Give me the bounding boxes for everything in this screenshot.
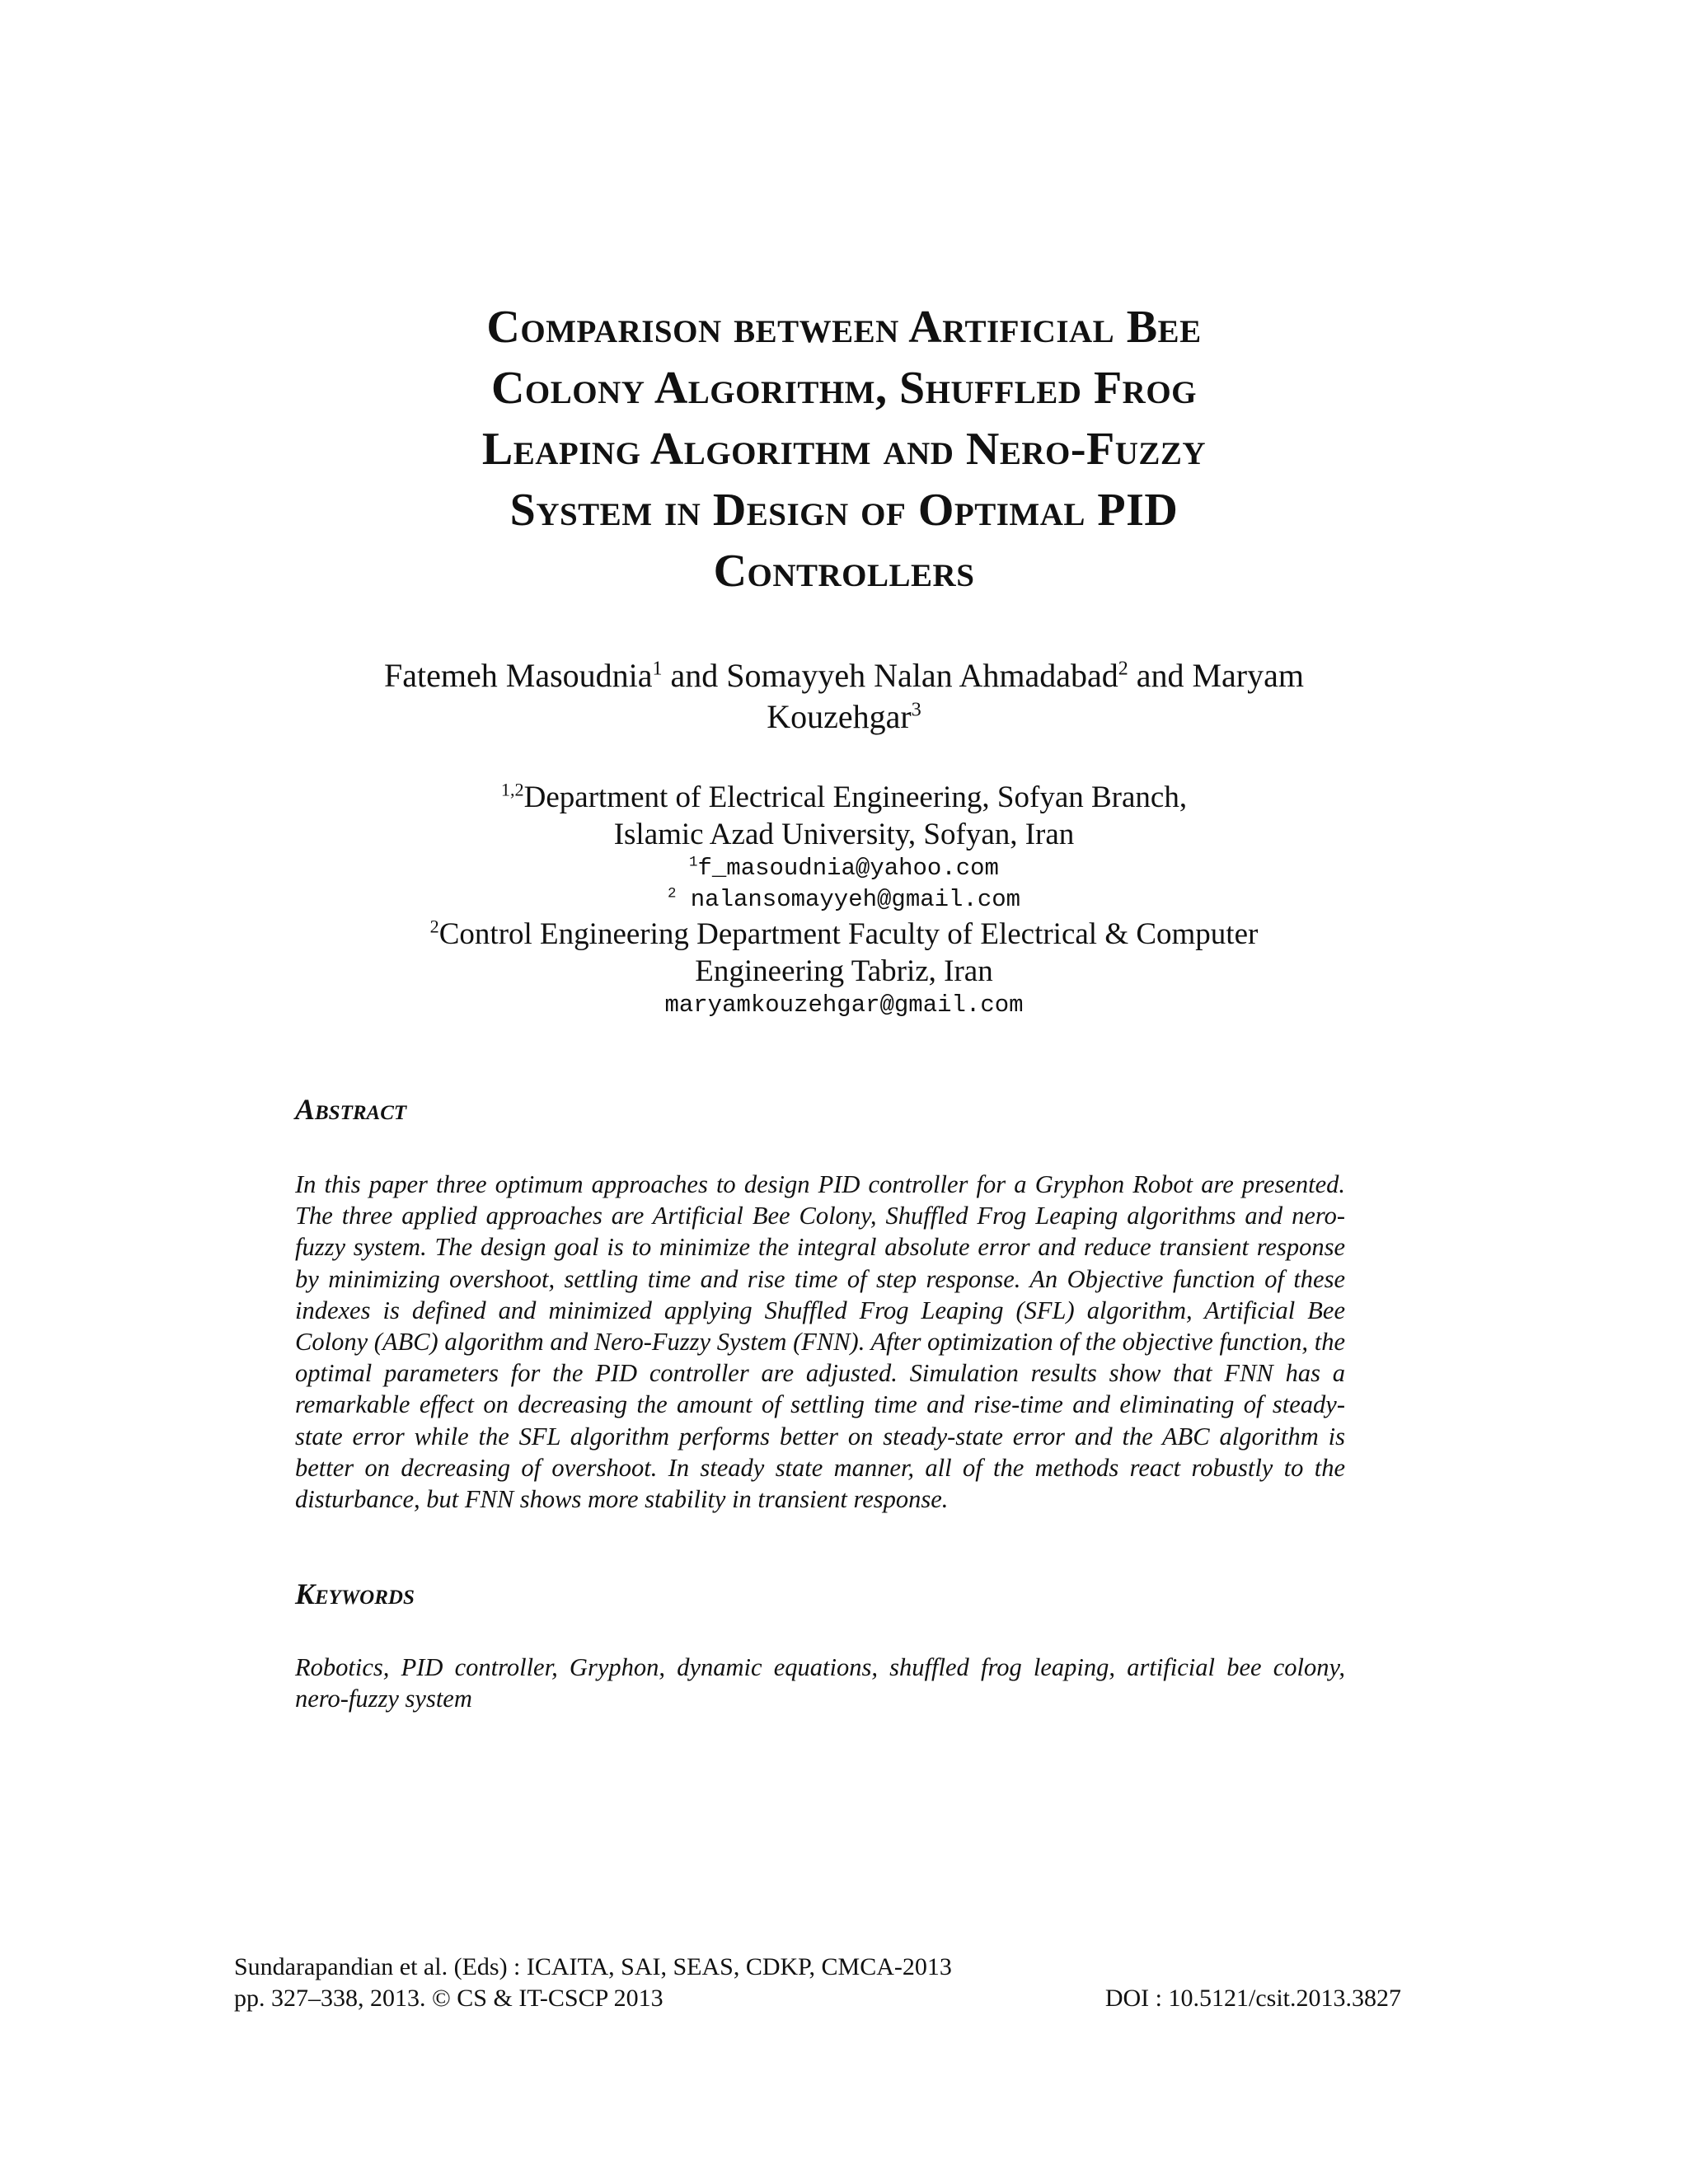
- email-superscript: 2: [667, 886, 677, 902]
- affiliation-text: Control Engineering Department Faculty of Electrical & Computer: [438, 917, 1259, 951]
- title-line: Leaping Algorithm and Nero-Fuzzy: [481, 424, 1207, 475]
- abstract-text: In this paper three optimum approaches to design PID controller for a Gryphon Robot are presented. The three applied approaches are Artificial Bee Colony, Shuffled Frog Leaping algorithms and nero-fuzzy system. The design goal is to minimize the integral absolute error and reduce transient response by minimizing overshoot, settling time and rise time of step response. An Objective function of these indexes is defined and minimized applying Shuffled Frog Leaping (SFL) algorithm, Artificial Bee Colony (ABC) algorithm and Nero-Fuzzy System (FNN). After optimization of the objective function, the optimal parameters for the PID controller are adjusted. Simulation results show that FNN has a remarkable effect on decreasing the amount of settling time and rise-time and eliminating of steady-state error while the SFL algorithm performs better on steady-state error and the ABC algorithm is better on decreasing of overshoot. In steady state manner, all of the methods react robustly to the disturbance, but FNN shows more stability in transient response.: [295, 1170, 1345, 1514]
- author-name: and Somayyeh Nalan Ahmadabad: [662, 657, 1118, 694]
- footer-doi: DOI : 10.5121/csit.2013.3827: [1104, 1985, 1401, 2012]
- author-line: [0, 655, 1688, 696]
- author-email: [0, 884, 1688, 916]
- email-superscript: 1: [689, 855, 698, 871]
- author-list: [0, 655, 1688, 738]
- paper-title: [0, 297, 1688, 602]
- affiliations: [0, 779, 1688, 1021]
- affiliation-superscript: 1,2: [500, 779, 524, 800]
- affiliation-line: [0, 916, 1688, 953]
- author-email: [0, 853, 1688, 884]
- author-superscript: 2: [1118, 658, 1128, 680]
- title-line: Comparison between Artificial Bee: [486, 302, 1202, 353]
- author-superscript: 3: [911, 699, 921, 721]
- abstract-heading: Abstract: [295, 1093, 407, 1126]
- email-text: nalansomayyeh@gmail.com: [676, 886, 1021, 913]
- affiliation-line: Engineering Tabriz, Iran: [695, 954, 993, 988]
- author-name: Fatemeh Masoudnia: [384, 657, 653, 694]
- affiliation-line: Islamic Azad University, Sofyan, Iran: [613, 818, 1075, 851]
- author-name: and Maryam: [1128, 657, 1304, 694]
- keywords-text: Robotics, PID controller, Gryphon, dynamic equations, shuffled frog leaping, artificial bee colony, nero-fuzzy system: [295, 1653, 1345, 1713]
- footer-citation: [234, 1952, 952, 2014]
- affiliation-text: Department of Electrical Engineering, Sofyan Branch,: [523, 780, 1188, 814]
- title-line: System in Design of Optimal PID: [509, 485, 1179, 536]
- author-superscript: 1: [652, 658, 663, 680]
- footer-line: pp. 327–338, 2013. © CS & IT-CSCP 2013: [234, 1985, 663, 2012]
- author-name: Kouzehgar: [767, 698, 912, 735]
- title-line: Colony Algorithm, Shuffled Frog: [490, 363, 1197, 414]
- affiliation-superscript: 2: [429, 916, 439, 937]
- author-line: [0, 696, 1688, 738]
- email-text: f_masoudnia@yahoo.com: [697, 855, 999, 882]
- keywords-heading: Keywords: [295, 1577, 415, 1610]
- footer-line: Sundarapandian et al. (Eds) : ICAITA, SAI, SEAS, CDKP, CMCA-2013: [234, 1953, 952, 1980]
- affiliation-line: [0, 779, 1688, 816]
- author-email: maryamkouzehgar@gmail.com: [664, 991, 1024, 1019]
- title-line: Controllers: [713, 546, 975, 597]
